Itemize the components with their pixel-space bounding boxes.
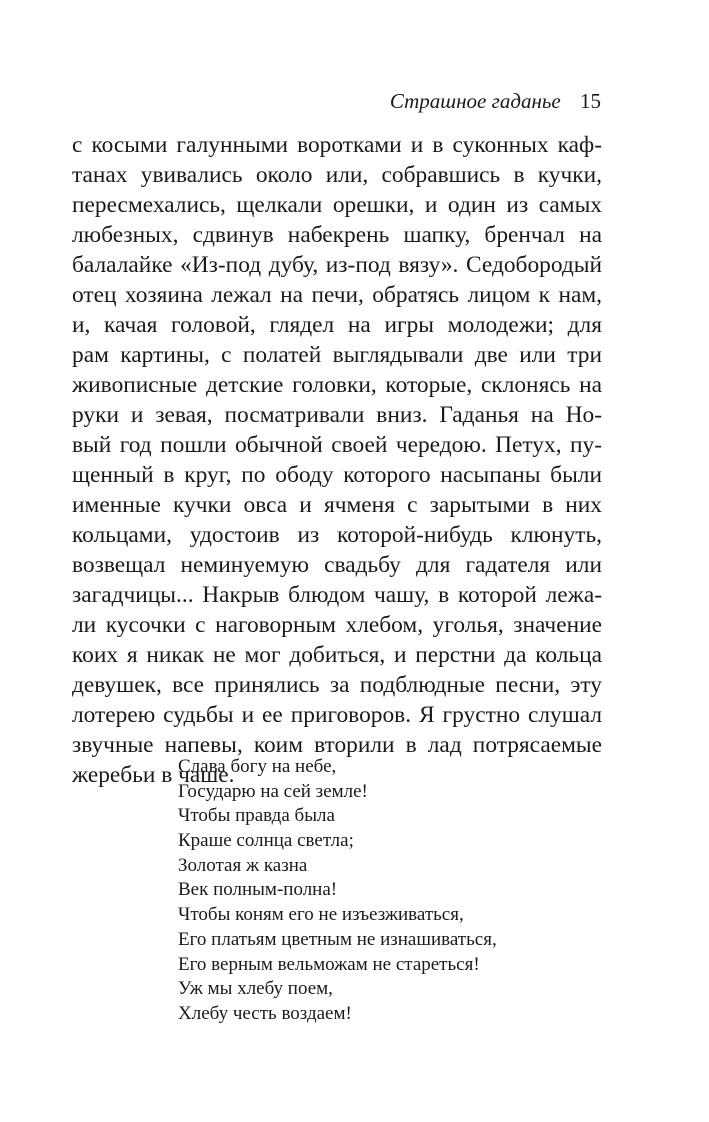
verse-line: Его верным вельможам не стареться! (178, 953, 480, 975)
text-line: живописные детские головки, которые, склонясь на (72, 372, 602, 398)
text-line: кольцами, удостоив из которой-нибудь клюнуть, (72, 522, 602, 548)
verse-line: Чтобы правда была (178, 805, 335, 827)
verse-line: Золотая ж казна (178, 854, 308, 876)
text-line: любезных, сдвинув набекрень шапку, бренчал на (72, 222, 602, 248)
text-line: загадчицы... Накрыв блюдом чашу, в которой лежа- (72, 582, 602, 608)
verse-line: Чтобы коням его не изъезживаться, (178, 904, 464, 926)
verse-line: Век полным-полна! (178, 879, 338, 901)
verse-line: Его платьям цветным не изнашиваться, (178, 928, 497, 950)
text-line: звучные напевы, коим вторили в лад потрясаемые (72, 732, 602, 758)
text-line: рам картины, с полатей выглядывали две или три (72, 342, 602, 368)
verse-line: Хлебу честь воздаем! (178, 1002, 352, 1024)
text-line: именные кучки овса и ячменя с зарытыми в них (72, 492, 602, 518)
page-number: 15 (580, 89, 601, 113)
text-line: вый год пошли обычной своей чередою. Петух, пу- (72, 432, 602, 458)
verse-line: Слава богу на небе, (178, 756, 337, 777)
song-verse (178, 755, 497, 1027)
text-line: возвещал неминуемую свадьбу для гадателя или (72, 552, 602, 578)
text-line: щенный в круг, по ободу которого насыпаны были (72, 462, 602, 488)
text-line: отец хозяина лежал на печи, обратясь лицом к нам, (72, 282, 602, 308)
text-line: танах увивались около или, собравшись в кучки, (72, 162, 602, 188)
body-text (72, 130, 602, 790)
text-line: жеребьи в чаше. (72, 762, 235, 788)
text-line: с косыми галунными воротками и в суконных каф- (72, 132, 602, 158)
text-line: руки и зевая, посматривали вниз. Гаданья на Но- (72, 402, 602, 428)
text-line: балалайке «Из-под дубу, из-под вязу». Седобородый (72, 252, 602, 278)
verse-line: Краше солнца светла; (178, 830, 354, 852)
running-header (390, 88, 601, 114)
running-title: Страшное гаданье (389, 89, 561, 113)
verse-line: Государю на сей земле! (178, 780, 368, 802)
text-line: ли кусочки с наговорным хлебом, уголья, значение (72, 612, 602, 638)
text-line: девушек, все принялись за подблюдные песни, эту (72, 672, 602, 698)
text-line: лотерею судьбы и ее приговоров. Я грустно слушал (72, 702, 602, 728)
text-line: коих я никак не мог добиться, и перстни да кольца (72, 642, 602, 668)
text-line: пересмехались, щелкали орешки, и один из самых (72, 192, 602, 218)
verse-line: Уж мы хлебу поем, (178, 978, 333, 1000)
text-line: и, качая головой, глядел на игры молодежи; для (72, 312, 602, 338)
